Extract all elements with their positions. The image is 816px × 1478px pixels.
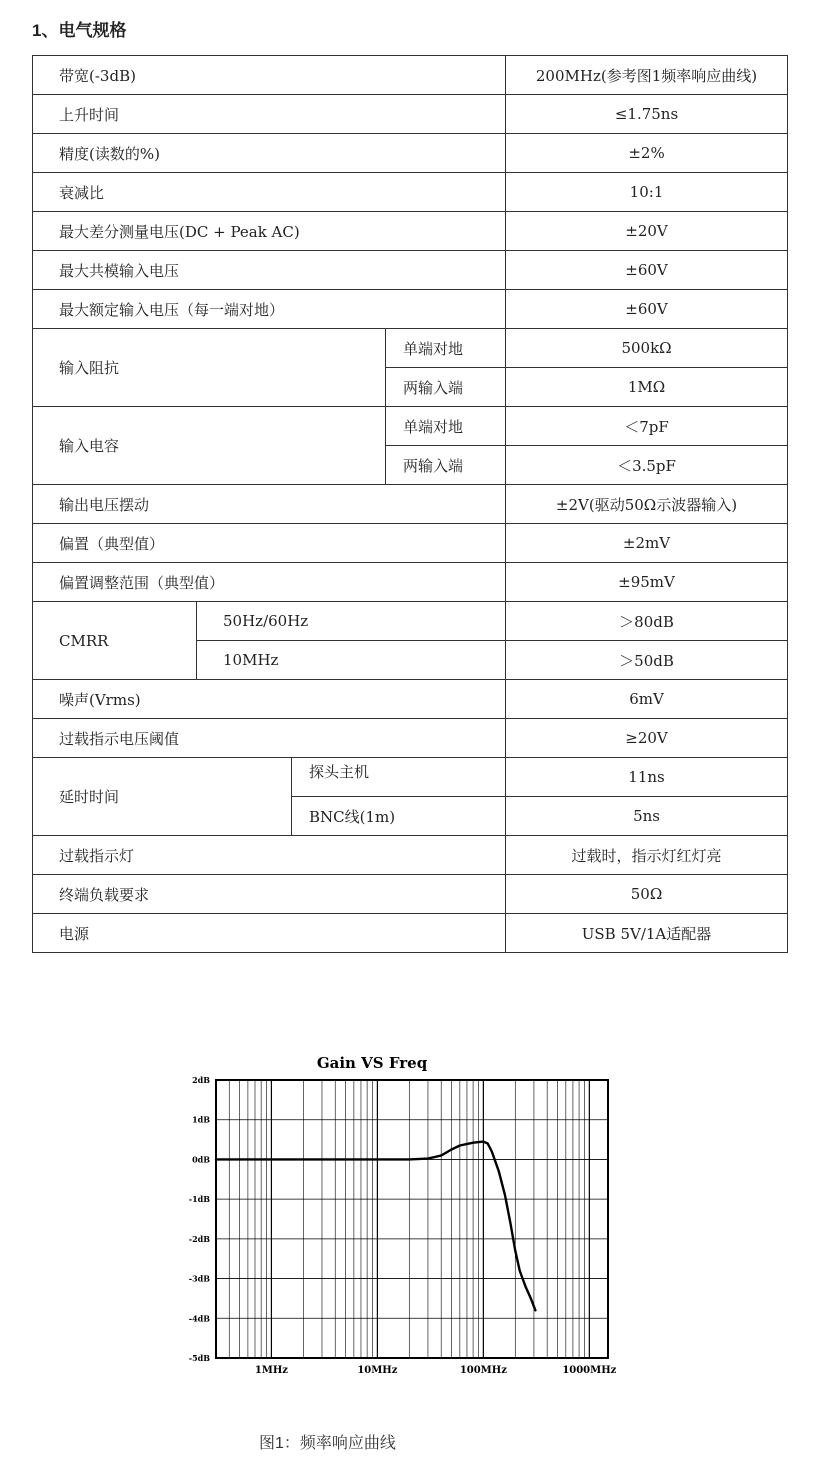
spec-label: 电源 xyxy=(33,914,506,953)
spec-sublabel: 单端对地 xyxy=(386,407,506,446)
plot-frame xyxy=(216,1080,608,1358)
spec-sublabel: 50Hz/60Hz xyxy=(197,602,506,641)
spec-value: ＞50dB xyxy=(506,641,788,680)
table-row xyxy=(33,563,788,602)
spec-value: 1MΩ xyxy=(506,368,788,407)
spec-label: 输出电压摆动 xyxy=(33,485,506,524)
spec-value: ±2V(驱动50Ω示波器输入) xyxy=(506,485,788,524)
spec-label: 精度(读数的%) xyxy=(33,134,506,173)
spec-label: CMRR xyxy=(33,602,197,680)
y-tick-label: 0dB xyxy=(192,1154,210,1165)
y-tick-label: 2dB xyxy=(192,1075,210,1085)
table-row xyxy=(33,875,788,914)
table-row xyxy=(33,719,788,758)
spec-label: 输入阻抗 xyxy=(33,329,386,407)
y-tick-label: -4dB xyxy=(188,1313,210,1324)
spec-value: ≥20V xyxy=(506,719,788,758)
spec-label: 终端负载要求 xyxy=(33,875,506,914)
spec-label: 偏置（典型值） xyxy=(33,524,506,563)
table-row xyxy=(33,95,788,134)
spec-value: ±2% xyxy=(506,134,788,173)
frequency-response-chart xyxy=(170,1040,650,1385)
y-tick-label: 1dB xyxy=(192,1114,210,1125)
y-tick-label: -2dB xyxy=(188,1233,210,1244)
spec-value: 10:1 xyxy=(506,173,788,212)
spec-label: 带宽(-3dB) xyxy=(33,56,506,95)
table-row xyxy=(33,407,788,446)
table-row xyxy=(33,758,788,797)
table-row xyxy=(33,680,788,719)
table-row xyxy=(33,56,788,95)
chart-grid xyxy=(216,1080,608,1358)
table-row xyxy=(33,602,788,641)
spec-label: 过载指示灯 xyxy=(33,836,506,875)
table-row xyxy=(33,212,788,251)
spec-value: 5ns xyxy=(506,797,788,836)
spec-value: ±60V xyxy=(506,290,788,329)
spec-label: 最大差分测量电压(DC + Peak AC) xyxy=(33,212,506,251)
section-title: 1、电气规格 xyxy=(32,21,127,40)
spec-label: 输入电容 xyxy=(33,407,386,485)
spec-value: 50Ω xyxy=(506,875,788,914)
spec-sublabel: 10MHz xyxy=(197,641,506,680)
table-row xyxy=(33,290,788,329)
spec-value: 过载时，指示灯红灯亮 xyxy=(506,836,788,875)
x-tick-label: 10MHz xyxy=(357,1365,398,1376)
spec-value: ±2mV xyxy=(506,524,788,563)
table-row xyxy=(33,134,788,173)
x-tick-label: 1000MHz xyxy=(562,1365,617,1376)
spec-value: ±95mV xyxy=(506,563,788,602)
spec-label: 延时时间 xyxy=(33,758,292,836)
series-line-gain xyxy=(216,1142,535,1311)
chart-title: Gain VS Freq xyxy=(316,1054,428,1072)
spec-value: ＜7pF xyxy=(506,407,788,446)
spec-sublabel-text: 探头主机 xyxy=(309,762,370,781)
spec-sublabel: 两输入端 xyxy=(386,368,506,407)
table-row xyxy=(33,836,788,875)
table-row xyxy=(33,251,788,290)
x-tick-label: 100MHz xyxy=(459,1365,507,1376)
y-tick-label: -5dB xyxy=(188,1353,210,1363)
spec-sublabel xyxy=(292,758,506,797)
spec-label: 噪声(Vrms) xyxy=(33,680,506,719)
table-row xyxy=(33,329,788,368)
spec-value: ＞80dB xyxy=(506,602,788,641)
spec-table xyxy=(32,55,788,953)
spec-value: 6mV xyxy=(506,680,788,719)
y-tick-label: -3dB xyxy=(188,1273,210,1284)
table-row xyxy=(33,173,788,212)
spec-label: 上升时间 xyxy=(33,95,506,134)
spec-value: USB 5V/1A适配器 xyxy=(506,914,788,953)
spec-value: ±20V xyxy=(506,212,788,251)
figure-caption: 图1：频率响应曲线 xyxy=(259,1435,396,1452)
spec-value: ＜3.5pF xyxy=(506,446,788,485)
spec-value: ≤1.75ns xyxy=(506,95,788,134)
y-tick-label: -1dB xyxy=(188,1194,210,1205)
spec-value: ±60V xyxy=(506,251,788,290)
chart-svg xyxy=(170,1040,650,1385)
spec-sublabel: 单端对地 xyxy=(386,329,506,368)
spec-value: 500kΩ xyxy=(506,329,788,368)
spec-sublabel: BNC线(1m) xyxy=(292,797,506,836)
table-row xyxy=(33,485,788,524)
spec-label: 最大共模输入电压 xyxy=(33,251,506,290)
spec-value: 200MHz(参考图1频率响应曲线) xyxy=(506,56,788,95)
spec-sublabel: 两输入端 xyxy=(386,446,506,485)
x-tick-label: 1MHz xyxy=(254,1365,288,1376)
table-row xyxy=(33,914,788,953)
spec-label: 衰减比 xyxy=(33,173,506,212)
spec-label: 最大额定输入电压（每一端对地） xyxy=(33,290,506,329)
spec-value: 11ns xyxy=(506,758,788,797)
spec-label: 过载指示电压阈值 xyxy=(33,719,506,758)
table-row xyxy=(33,524,788,563)
spec-label: 偏置调整范围（典型值） xyxy=(33,563,506,602)
